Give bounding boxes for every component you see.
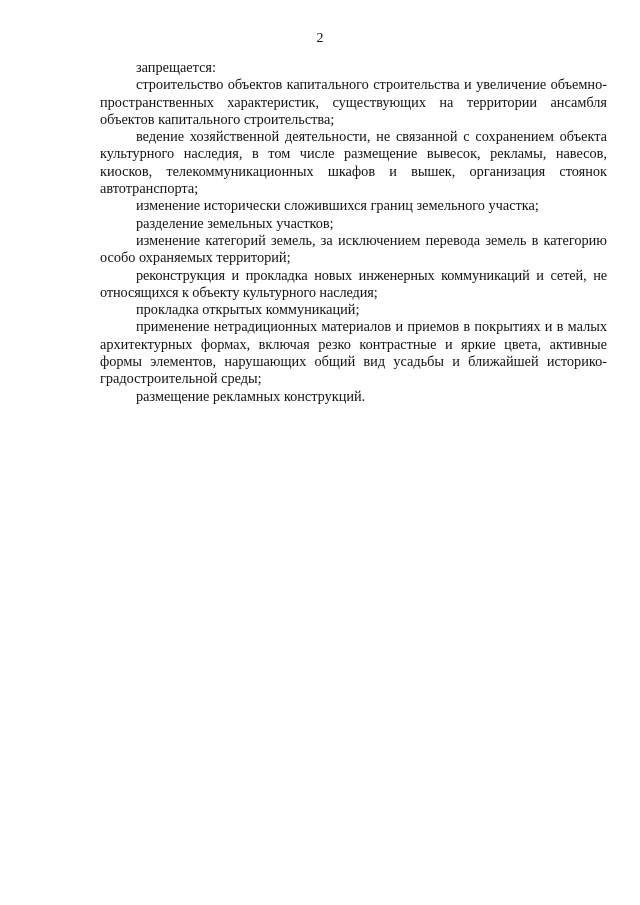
- paragraph-construction: строительство объектов капитального строительства и увеличение объемно-пространственных характеристик, существующих на территории ансамбля объектов капитального строительства;: [100, 77, 607, 128]
- paragraph-land-category: изменение категорий земель, за исключением перевода земель в категорию особо охраняемых территорий;: [100, 232, 607, 267]
- paragraph-economic-activity: ведение хозяйственной деятельности, не связанной с сохранением объекта культурного наследия, в том числе размещение вывесок, рекламы, навесов, киосков, телекоммуникационных шкафов и вышек, организация стоянок автотранспорта;: [100, 129, 607, 198]
- paragraph-open-communications: прокладка открытых коммуникаций;: [136, 302, 360, 319]
- paragraph-advertising: размещение рекламных конструкций.: [136, 388, 366, 405]
- document-body: [100, 60, 607, 406]
- paragraph-materials: применение нетрадиционных материалов и приемов в покрытиях и в малых архитектурных формах, включая резко контрастные и яркие цвета, активные формы элементов, нарушающих общий вид усадьбы и ближайшей историко-градостроительной среды;: [100, 319, 607, 388]
- paragraph-boundaries: изменение исторически сложившихся границ земельного участка;: [136, 198, 539, 215]
- paragraph-engineering-networks: реконструкция и прокладка новых инженерных коммуникаций и сетей, не относящихся к объекту культурного наследия;: [100, 267, 607, 301]
- paragraph-intro: запрещается:: [136, 60, 216, 76]
- paragraph-land-division: разделение земельных участков;: [136, 215, 334, 232]
- page-number: 2: [316, 31, 324, 46]
